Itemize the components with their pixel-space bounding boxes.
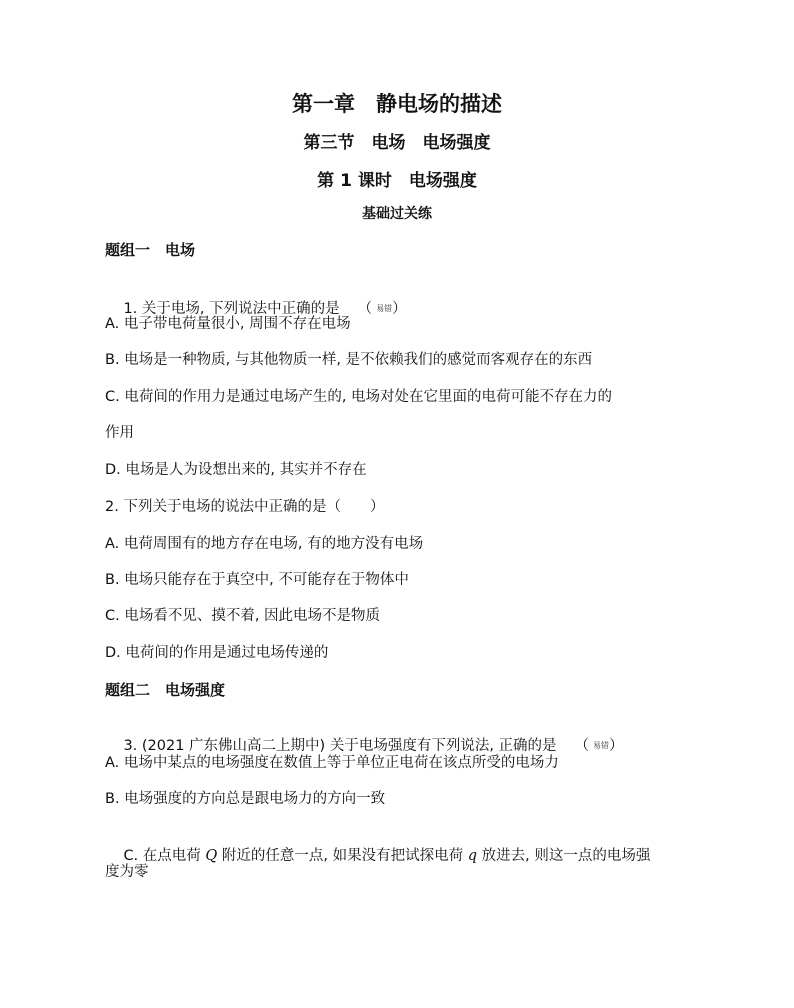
q1-tag: 易错 xyxy=(376,304,393,313)
q3-c-post: 放进去, 则这一点的电场强 xyxy=(477,848,651,864)
q1-paren-close: ） xyxy=(392,301,407,317)
section-title: 第三节 电场 电场强度 xyxy=(303,133,491,153)
q3-c-mid: 附近的任意一点, 如果没有把试探电荷 xyxy=(217,848,468,864)
q3-c-q: q xyxy=(467,848,478,864)
q2-option-b: B. 电场只能存在于真空中, 不可能存在于物体中 xyxy=(105,572,409,588)
q3-option-c-line1 xyxy=(105,826,650,886)
practice-title: 基础过关练 xyxy=(362,206,432,222)
q1-option-c-line1: C. 电荷间的作用力是通过电场产生的, 电场对处在它里面的电荷可能不存在力的 xyxy=(105,389,613,405)
lesson-title: 第 1 课时 电场强度 xyxy=(317,171,477,191)
chapter-title: 第一章 静电场的描述 xyxy=(292,92,502,116)
q3-paren-close: ） xyxy=(609,738,624,754)
q1-option-c-line2: 作用 xyxy=(105,425,134,441)
q1-option-a: A. 电子带电荷量很小, 周围不存在电场 xyxy=(105,316,351,332)
q3-c-pre: C. 在点电荷 xyxy=(123,848,206,864)
q1-option-d: D. 电场是人为设想出来的, 其实并不存在 xyxy=(105,462,367,478)
q3-tag: 易错 xyxy=(593,741,610,750)
q3-stem-text: 3. (2021 广东佛山高二上期中) 关于电场强度有下列说法, 正确的是 xyxy=(123,738,557,754)
q1-stem-text: 1. 关于电场, 下列说法中正确的是 xyxy=(123,301,340,317)
q2-option-d: D. 电荷间的作用是通过电场传递的 xyxy=(105,645,329,661)
q3-paren-open: （ xyxy=(574,738,590,754)
q3-option-c-line2: 度为零 xyxy=(105,864,149,880)
q2-option-a: A. 电荷周围有的地方存在电场, 有的地方没有电场 xyxy=(105,536,424,552)
q3-option-b: B. 电场强度的方向总是跟电场力的方向一致 xyxy=(105,791,386,807)
q3-c-Q: Q xyxy=(205,848,218,864)
group1-title: 题组一 电场 xyxy=(105,241,196,259)
q3-option-a: A. 电场中某点的电场强度在数值上等于单位正电荷在该点所受的电场力 xyxy=(105,755,559,771)
q2-option-c: C. 电场看不见、摸不着, 因此电场不是物质 xyxy=(105,608,381,624)
q1-paren-open: （ xyxy=(357,301,373,317)
q2-stem: 2. 下列关于电场的说法中正确的是（ ） xyxy=(105,499,385,515)
group2-title: 题组二 电场强度 xyxy=(105,681,226,699)
q1-option-b: B. 电场是一种物质, 与其他物质一样, 是不依赖我们的感觉而客观存在的东西 xyxy=(105,352,593,368)
